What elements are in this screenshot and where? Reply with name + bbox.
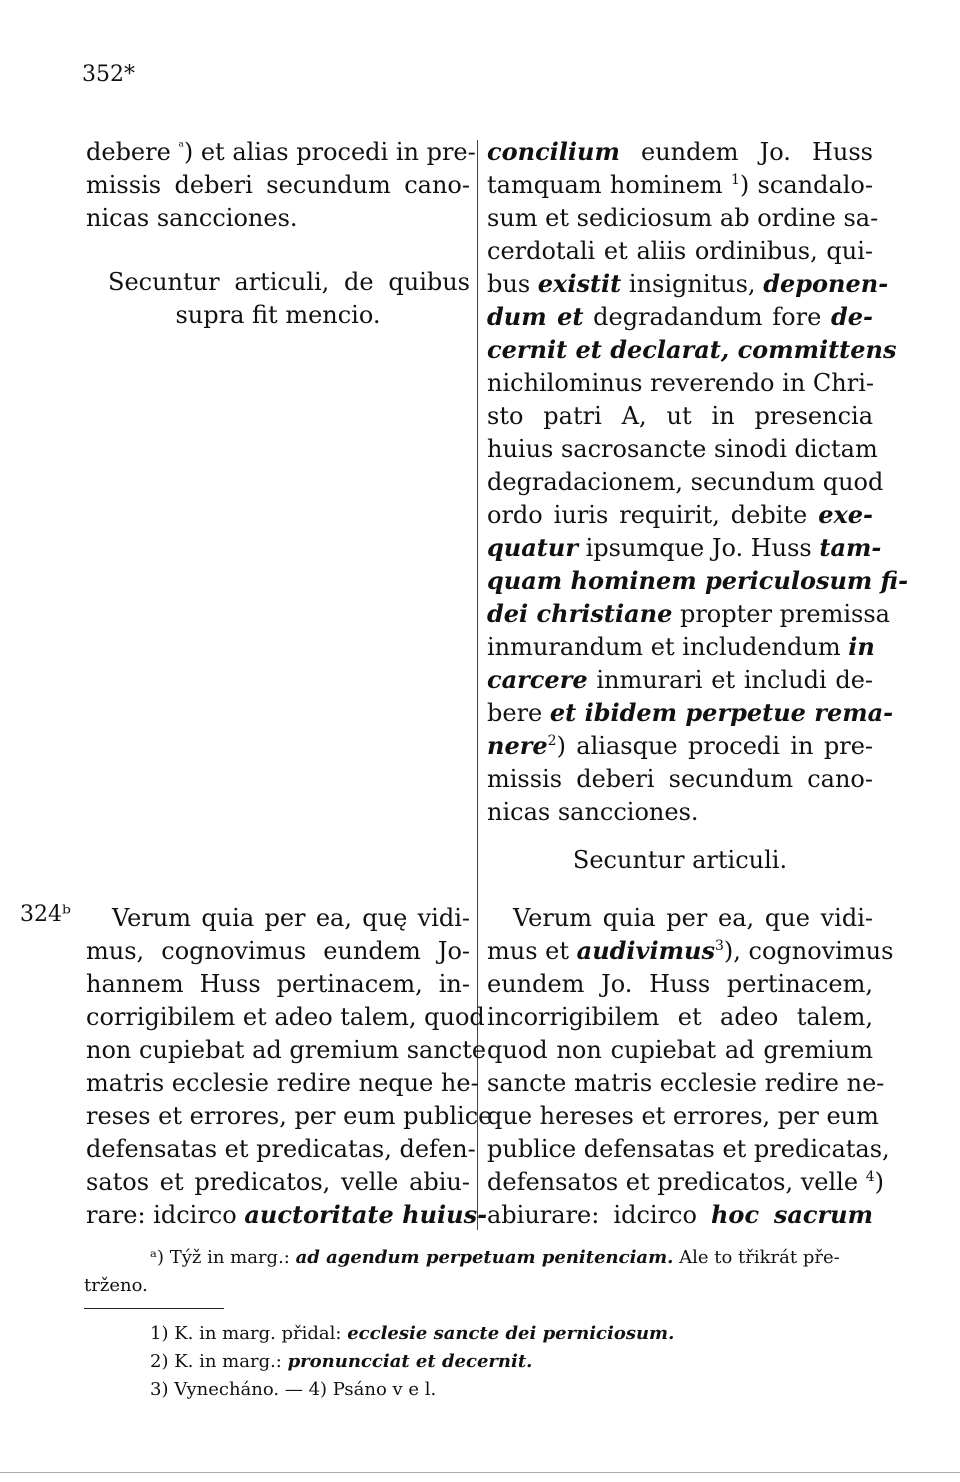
text-line: debere $^ᵃ$) et alias procedi in pre- xyxy=(86,138,476,166)
footnote-a-continuation: trženo. xyxy=(84,1275,148,1296)
text-line: missis deberi secundum cano- xyxy=(487,765,873,793)
text-line: satos et predicatos, velle abiu- xyxy=(86,1168,470,1196)
page-number: 352* xyxy=(82,62,135,87)
text-line: ordo iuris requirit, debite exe- xyxy=(487,500,873,529)
section-heading-line: supra fit mencio. xyxy=(175,301,381,329)
text-line: mus, cognovimus eundem Jo- xyxy=(86,937,470,965)
text-line: cernit et declarat, committens xyxy=(487,335,897,364)
section-heading-line: Secuntur articuli. xyxy=(572,846,788,874)
text-line: inmurandum et includendum in xyxy=(487,632,875,661)
text-line: concilium eundem Jo. Huss xyxy=(487,137,873,166)
text-line: tamquam hominem $^1$) scandalo- xyxy=(487,171,873,199)
text-line: bere et ibidem perpetue rema- xyxy=(487,698,894,727)
text-line: rare: idcirco auctoritate huius- xyxy=(86,1200,488,1229)
text-line: corrigibilem et adeo talem, quod xyxy=(86,1003,485,1031)
footnote-a: ᵃ) Týž in marg.: ad agendum perpetuam penitenciam. Ale to třikrát pře- xyxy=(150,1247,840,1268)
text-line: Verum quia per ea, quę vidi- xyxy=(112,904,470,932)
footnote-2: 2) K. in marg.: pronuncciat et decernit. xyxy=(150,1351,533,1372)
text-line: carcere inmurari et includi de- xyxy=(487,665,873,694)
footnote-3-4: 3) Vynecháno. — 4) Psáno v e l. xyxy=(150,1379,437,1400)
text-line: eundem Jo. Huss pertinacem, xyxy=(487,970,873,998)
page-bottom-edge xyxy=(0,1472,960,1473)
text-line: dum et degradandum fore de- xyxy=(487,302,873,331)
text-line: non cupiebat ad gremium sancte xyxy=(86,1036,487,1064)
text-line: missis deberi secundum cano- xyxy=(86,171,470,199)
text-line: publice defensatas et predicatas, xyxy=(487,1135,890,1163)
margin-folio-reference: 324ᵇ xyxy=(20,902,71,927)
text-line: sancte matris ecclesie redire ne- xyxy=(487,1069,885,1097)
text-line: quod non cupiebat ad gremium xyxy=(487,1036,873,1064)
text-line: sum et sediciosum ab ordine sa- xyxy=(487,204,879,232)
text-line: abiurare: idcirco hoc sacrum xyxy=(487,1200,874,1229)
text-line: huius sacrosancte sinodi dictam xyxy=(487,435,878,463)
text-line: reses et errores, per eum publice xyxy=(86,1102,493,1130)
text-line: cerdotali et aliis ordinibus, qui- xyxy=(487,237,873,265)
text-line: hannem Huss pertinacem, in- xyxy=(86,970,470,998)
text-line: incorrigibilem et adeo talem, xyxy=(487,1003,873,1031)
section-heading-line: Secuntur articuli, de quibus xyxy=(108,268,470,296)
text-line: degradacionem, secundum quod xyxy=(487,468,884,496)
text-line: nicas sancciones. xyxy=(86,204,298,232)
text-line: que hereses et errores, per eum xyxy=(487,1102,879,1130)
text-line: Verum quia per ea, que vidi- xyxy=(513,904,873,932)
text-line: nichilominus reverendo in Chri- xyxy=(487,369,874,397)
footnote-divider xyxy=(84,1308,224,1309)
text-line: nere$^2$) aliasque procedi in pre- xyxy=(487,731,873,760)
text-line: defensatas et predicatas, defen- xyxy=(86,1135,476,1163)
footnote-1: 1) K. in marg. přidal: ecclesie sancte dei perniciosum. xyxy=(150,1323,675,1344)
text-line: defensatos et predicatos, velle $^4$) xyxy=(487,1168,884,1196)
column-divider xyxy=(477,140,478,1230)
text-line: mus et audivimus$^3$), cognovimus xyxy=(487,936,894,965)
text-line: quatur ipsumque Jo. Huss tam- xyxy=(487,533,882,562)
text-line: dei christiane propter premissa xyxy=(487,599,890,628)
text-line: matris ecclesie redire neque he- xyxy=(86,1069,479,1097)
text-line: bus existit insignitus, deponen- xyxy=(487,269,889,298)
text-line: nicas sancciones. xyxy=(487,798,699,826)
text-line: quam hominem periculosum fi- xyxy=(487,566,909,595)
text-line: sto patri A, ut in presencia xyxy=(487,402,873,430)
